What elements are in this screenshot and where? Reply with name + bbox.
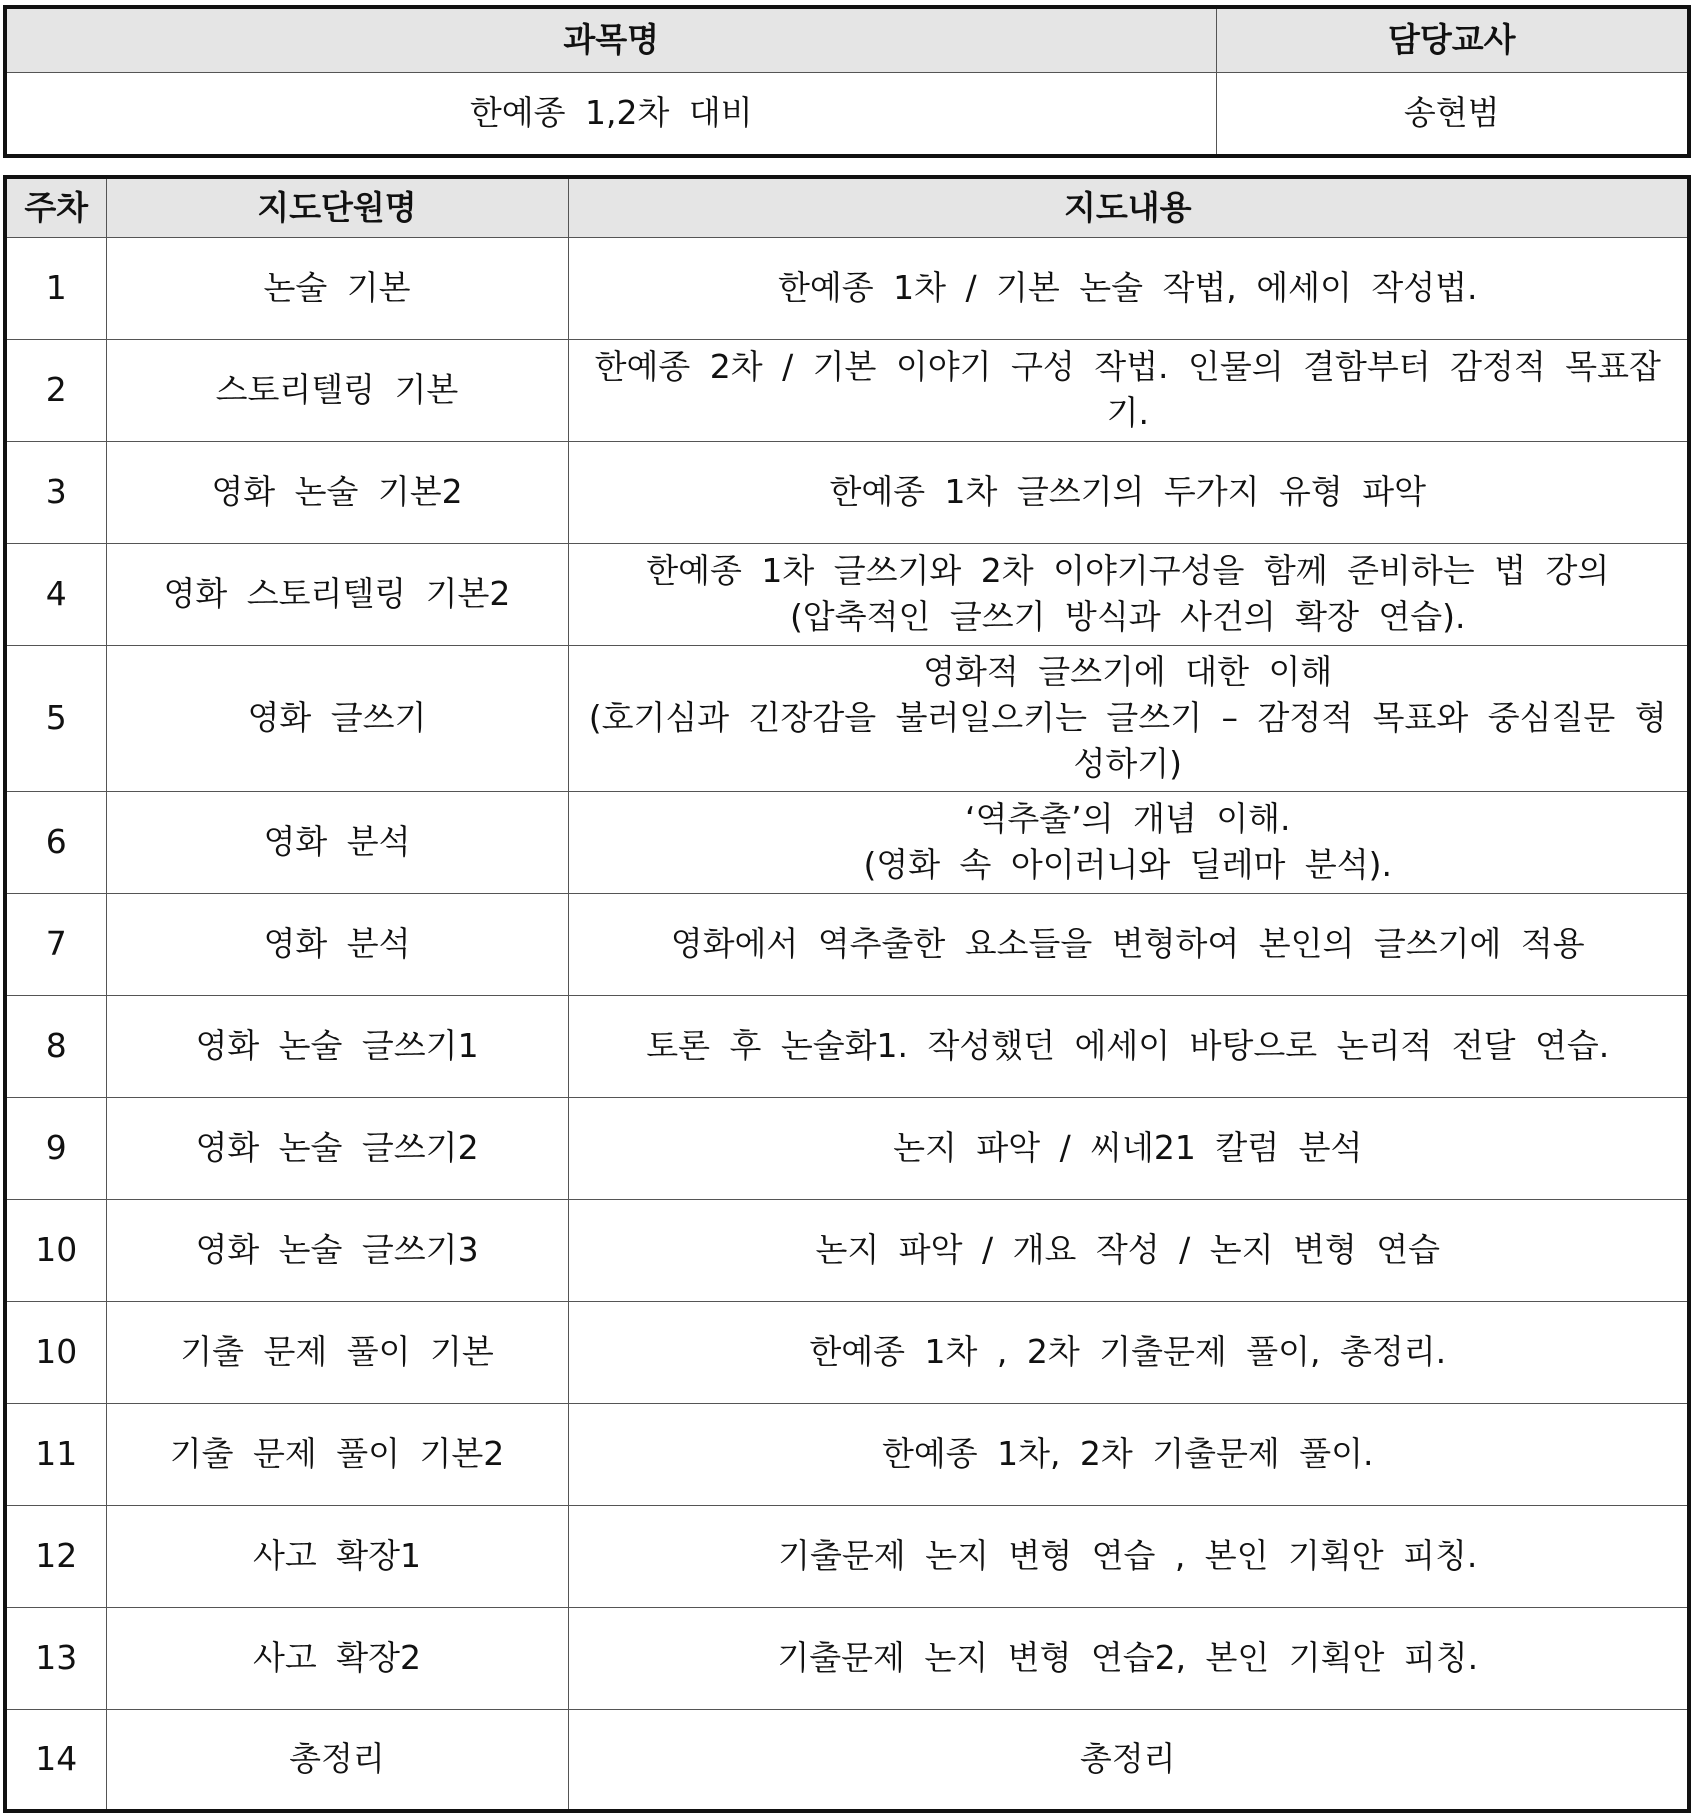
week-cell: 4 bbox=[5, 543, 106, 645]
content-cell bbox=[568, 1607, 1689, 1709]
table-row bbox=[5, 1403, 1689, 1505]
table-row bbox=[5, 1607, 1689, 1709]
unit-cell: 총정리 bbox=[106, 1709, 568, 1811]
content-line: 한예종 1차 , 2차 기출문제 풀이, 총정리. bbox=[809, 1332, 1447, 1371]
content-cell bbox=[568, 237, 1689, 339]
table-row bbox=[5, 1199, 1689, 1301]
content-cell bbox=[568, 1403, 1689, 1505]
week-cell: 8 bbox=[5, 995, 106, 1097]
content-line: 기출문제 논지 변형 연습2, 본인 기획안 피칭. bbox=[777, 1638, 1479, 1677]
week-cell: 12 bbox=[5, 1505, 106, 1607]
content-cell bbox=[568, 1709, 1689, 1811]
table-row bbox=[5, 441, 1689, 543]
week-cell: 2 bbox=[5, 339, 106, 441]
unit-cell: 영화 논술 글쓰기3 bbox=[106, 1199, 568, 1301]
weekly-plan-table bbox=[3, 175, 1691, 1813]
week-cell: 6 bbox=[5, 791, 106, 893]
week-cell: 5 bbox=[5, 645, 106, 791]
unit-cell: 영화 분석 bbox=[106, 893, 568, 995]
subject-value-row bbox=[5, 72, 1689, 156]
table-row bbox=[5, 1097, 1689, 1199]
content-line: 한예종 1차 / 기본 논술 작법, 에세이 작성법. bbox=[777, 268, 1478, 307]
unit-header: 지도단원명 bbox=[106, 177, 568, 237]
week-cell: 9 bbox=[5, 1097, 106, 1199]
table-row bbox=[5, 1301, 1689, 1403]
content-line: (영화 속 아이러니와 딜레마 분석). bbox=[863, 845, 1393, 884]
plan-header-row bbox=[5, 177, 1689, 237]
subject-header-row bbox=[5, 7, 1689, 72]
content-line: 한예종 1차 글쓰기의 두가지 유형 파악 bbox=[829, 472, 1427, 511]
content-line: 총정리 bbox=[1079, 1739, 1176, 1779]
content-cell bbox=[568, 791, 1689, 893]
subject-table bbox=[3, 5, 1691, 158]
table-row bbox=[5, 645, 1689, 791]
unit-cell: 영화 글쓰기 bbox=[106, 645, 568, 791]
unit-cell: 기출 문제 풀이 기본 bbox=[106, 1301, 568, 1403]
content-cell bbox=[568, 339, 1689, 441]
unit-cell: 논술 기본 bbox=[106, 237, 568, 339]
table-row bbox=[5, 791, 1689, 893]
teacher-name: 송현범 bbox=[1216, 72, 1689, 156]
content-cell bbox=[568, 1505, 1689, 1607]
unit-cell: 스토리텔링 기본 bbox=[106, 339, 568, 441]
unit-cell: 영화 분석 bbox=[106, 791, 568, 893]
content-line: 논지 파악 / 개요 작성 / 논지 변형 연습 bbox=[815, 1230, 1440, 1269]
week-cell: 3 bbox=[5, 441, 106, 543]
content-cell bbox=[568, 1097, 1689, 1199]
table-row bbox=[5, 995, 1689, 1097]
content-line: 기출문제 논지 변형 연습 , 본인 기획안 피칭. bbox=[778, 1536, 1478, 1575]
table-row bbox=[5, 1709, 1689, 1811]
content-line: 영화에서 역추출한 요소들을 변형하여 본인의 글쓰기에 적용 bbox=[670, 924, 1585, 963]
week-cell: 10 bbox=[5, 1301, 106, 1403]
content-cell bbox=[568, 543, 1689, 645]
content-line: 한예종 1차, 2차 기출문제 풀이. bbox=[881, 1434, 1374, 1473]
content-header: 지도내용 bbox=[568, 177, 1689, 237]
week-cell: 1 bbox=[5, 237, 106, 339]
week-cell: 10 bbox=[5, 1199, 106, 1301]
content-line: (호기심과 긴장감을 불러일으키는 글쓰기 – 감정적 목표와 중심질문 형성하기) bbox=[588, 698, 1667, 783]
subject-header: 과목명 bbox=[5, 7, 1216, 72]
week-cell: 13 bbox=[5, 1607, 106, 1709]
unit-cell: 영화 논술 글쓰기1 bbox=[106, 995, 568, 1097]
unit-cell: 영화 스토리텔링 기본2 bbox=[106, 543, 568, 645]
week-header: 주차 bbox=[5, 177, 106, 237]
content-cell bbox=[568, 1199, 1689, 1301]
week-cell: 7 bbox=[5, 893, 106, 995]
content-line: (압축적인 글쓰기 방식과 사건의 확장 연습). bbox=[789, 597, 1466, 636]
content-line: 논지 파악 / 씨네21 칼럼 분석 bbox=[893, 1128, 1363, 1167]
content-cell bbox=[568, 441, 1689, 543]
unit-cell: 영화 논술 기본2 bbox=[106, 441, 568, 543]
unit-cell: 기출 문제 풀이 기본2 bbox=[106, 1403, 568, 1505]
table-row bbox=[5, 1505, 1689, 1607]
table-row bbox=[5, 893, 1689, 995]
content-cell bbox=[568, 1301, 1689, 1403]
plan-body bbox=[5, 237, 1689, 1811]
week-cell: 14 bbox=[5, 1709, 106, 1811]
content-cell bbox=[568, 995, 1689, 1097]
content-line: 한예종 2차 / 기본 이야기 구성 작법. 인물의 결함부터 감정적 목표잡기. bbox=[594, 347, 1661, 432]
content-line: ‘역추출’의 개념 이해. bbox=[965, 799, 1291, 838]
week-cell: 11 bbox=[5, 1403, 106, 1505]
unit-cell: 영화 논술 글쓰기2 bbox=[106, 1097, 568, 1199]
subject-name: 한예종 1,2차 대비 bbox=[5, 72, 1216, 156]
table-row bbox=[5, 339, 1689, 441]
table-row bbox=[5, 543, 1689, 645]
teacher-header: 담당교사 bbox=[1216, 7, 1689, 72]
content-line: 토론 후 논술화1. 작성했던 에세이 바탕으로 논리적 전달 연습. bbox=[646, 1026, 1610, 1065]
content-cell bbox=[568, 645, 1689, 791]
unit-cell: 사고 확장2 bbox=[106, 1607, 568, 1709]
unit-cell: 사고 확장1 bbox=[106, 1505, 568, 1607]
content-line: 한예종 1차 글쓰기와 2차 이야기구성을 함께 준비하는 법 강의 bbox=[646, 551, 1610, 590]
content-cell bbox=[568, 893, 1689, 995]
table-row bbox=[5, 237, 1689, 339]
content-line: 영화적 글쓰기에 대한 이해 bbox=[923, 652, 1333, 691]
